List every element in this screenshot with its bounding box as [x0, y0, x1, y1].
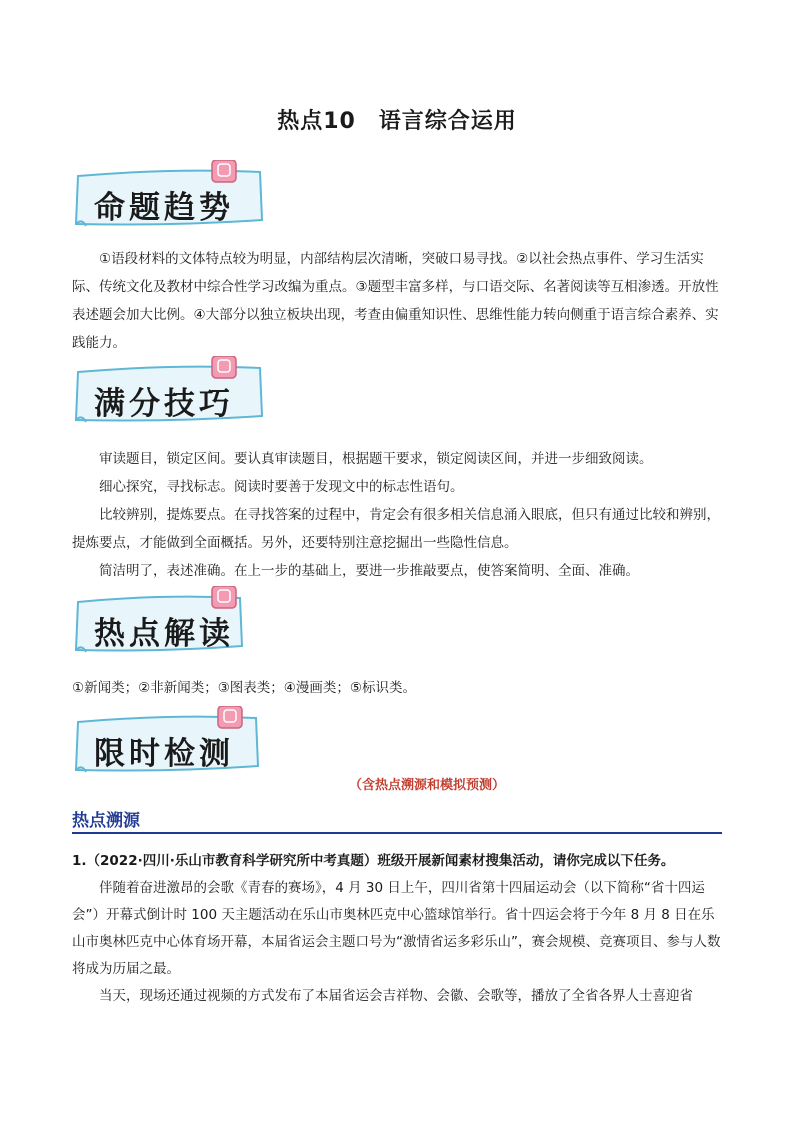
banner-test — [72, 706, 268, 778]
skills-p1: 审读题目，锁定区间。要认真审读题目，根据题干要求，锁定阅读区间，并进一步细致阅读。 — [99, 451, 653, 467]
banner-trend-label: 命题趋势 — [94, 190, 234, 226]
banner-hotspot-label: 热点解读 — [94, 616, 234, 652]
skills-p4: 简洁明了，表述准确。在上一步的基础上，要进一步推敲要点，使答案简明、全面、准确。 — [99, 563, 639, 579]
question-p2: 当天，现场还通过视频的方式发布了本届省运会吉祥物、会徽、会歌等，播放了全省各界人士喜迎省 — [99, 988, 693, 1004]
skills-p3: 比较辨别，提炼要点。在寻找答案的过程中，肯定会有很多相关信息涌入眼底，但只有通过比较和辨别，提炼要点，才能做到全面概括。另外，还要特别注意挖掘出一些隐性信息。 — [72, 507, 720, 551]
source-heading-label: 热点溯源 — [72, 811, 140, 831]
banner-trend — [72, 160, 272, 232]
banner-skills — [72, 356, 272, 428]
trend-text: ①语段材料的文体特点较为明显，内部结构层次清晰，突破口易寻找。②以社会热点事件、学习生活实际、传统文化及教材中综合性学习改编为重点。③题型丰富多样，与口语交际、名著阅读等互相渗透。开放性表述题会加大比例。④大部分以独立板块出现，考查由偏重知识性、思维性能力转向侧重于语言综合素养、实践能力。 — [72, 251, 719, 351]
question-p1: 伴随着奋进激昂的会歌《青春的赛场》，4 月 30 日上午，四川省第十四届运动会（以下简称“省十四运会”）开幕式倒计时 100 天主题活动在乐山市奥林匹克中心篮球馆举行。省十四运会将于今年 8 月 8 日在乐山市奥林匹克中心体育场开幕，本届省运会主题口号为“激情省运多彩乐山”，赛会规模、竞赛项目、参与人数将成为历届之最。 — [72, 880, 721, 977]
skills-p2: 细心探究，寻找标志。阅读时要善于发现文中的标志性语句。 — [99, 479, 464, 495]
hotspot-text: ①新闻类；②非新闻类；③图表类；④漫画类；⑤标识类。 — [72, 680, 417, 696]
question-1 — [72, 848, 722, 1010]
page-title: 热点10 语言综合运用 — [277, 109, 517, 134]
question-title: 1.（2022·四川·乐山市教育科学研究所中考真题）班级开展新闻素材搜集活动，请你完成以下任务。 — [72, 853, 675, 869]
banner-test-label: 限时检测 — [94, 736, 234, 772]
test-note: （含热点溯源和模拟预测） — [348, 778, 505, 793]
source-heading — [72, 806, 722, 834]
banner-hotspot — [72, 586, 252, 658]
banner-skills-label: 满分技巧 — [94, 386, 234, 422]
